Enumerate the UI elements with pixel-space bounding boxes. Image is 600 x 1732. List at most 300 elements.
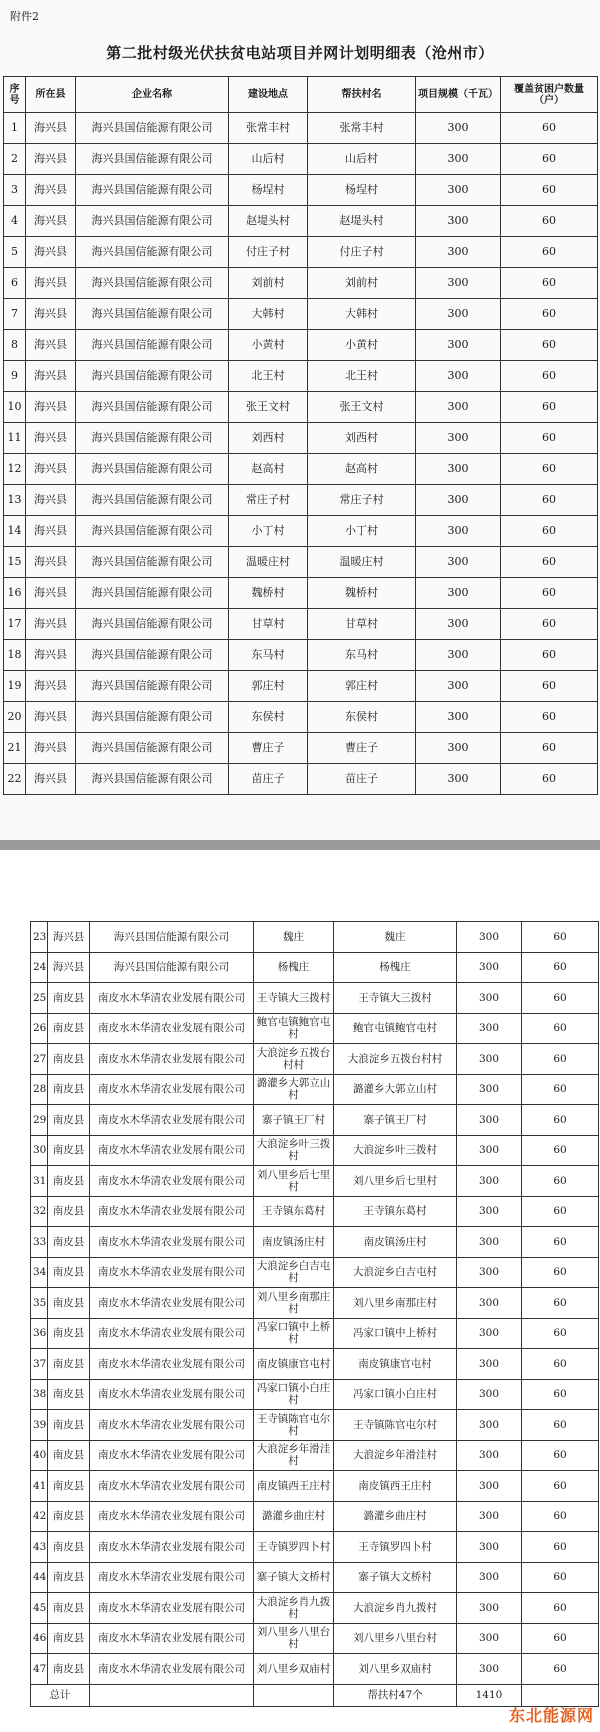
cell-village: 大浪淀乡五拨台村村	[334, 1044, 457, 1075]
cell-site: 赵堤头村	[229, 206, 308, 237]
cell-company: 南皮水木华清农业发展有限公司	[90, 1074, 254, 1105]
cell-village: 刘八里乡南那庄村	[334, 1288, 457, 1319]
cell-capacity: 300	[416, 237, 501, 268]
cell-index: 29	[31, 1105, 48, 1136]
cell-village: 山后村	[308, 144, 416, 175]
table-row	[31, 1105, 599, 1136]
cell-capacity: 300	[457, 1410, 522, 1441]
cell-capacity: 300	[416, 733, 501, 764]
cell-capacity: 300	[457, 1013, 522, 1044]
table-row	[31, 1654, 599, 1685]
cell-capacity: 300	[416, 206, 501, 237]
cell-index: 38	[31, 1379, 48, 1410]
cell-company: 南皮水木华清农业发展有限公司	[90, 1654, 254, 1685]
cell-village: 南皮镇西王庄村	[334, 1471, 457, 1502]
cell-site: 南皮镇康官屯村	[254, 1349, 334, 1380]
cell-capacity: 300	[457, 1501, 522, 1532]
header-index: 序号	[4, 77, 26, 113]
cell-county: 海兴县	[26, 640, 76, 671]
cell-village: 常庄子村	[308, 485, 416, 516]
cell-village: 南皮镇康官屯村	[334, 1349, 457, 1380]
table-row	[31, 1196, 599, 1227]
cell-index: 46	[31, 1623, 48, 1654]
cell-site: 大浪淀乡年滑洼村	[254, 1440, 334, 1471]
cell-village: 杨埕村	[308, 175, 416, 206]
cell-households: 60	[522, 1379, 599, 1410]
cell-company: 南皮水木华清农业发展有限公司	[90, 1196, 254, 1227]
cell-county: 海兴县	[26, 361, 76, 392]
cell-capacity: 300	[416, 392, 501, 423]
table-row	[31, 1349, 599, 1380]
table-row	[4, 733, 598, 764]
table-row	[4, 516, 598, 547]
cell-county: 南皮县	[48, 1440, 90, 1471]
cell-households: 60	[522, 1562, 599, 1593]
cell-site: 大浪淀乡白吉屯村	[254, 1257, 334, 1288]
cell-county: 南皮县	[48, 1257, 90, 1288]
cell-site: 刘八里乡八里台村	[254, 1623, 334, 1654]
plan-table-page-2	[30, 921, 599, 1707]
cell-capacity: 300	[457, 1196, 522, 1227]
cell-index: 8	[4, 330, 26, 361]
cell-capacity: 300	[457, 1471, 522, 1502]
cell-county: 海兴县	[26, 423, 76, 454]
cell-village: 赵堤头村	[308, 206, 416, 237]
table-row	[4, 547, 598, 578]
cell-index: 41	[31, 1471, 48, 1502]
cell-households: 60	[522, 1105, 599, 1136]
cell-index: 12	[4, 454, 26, 485]
cell-site: 潞灌乡曲庄村	[254, 1501, 334, 1532]
cell-index: 39	[31, 1410, 48, 1441]
cell-site: 北王村	[229, 361, 308, 392]
table-row	[31, 1318, 599, 1349]
cell-index: 42	[31, 1501, 48, 1532]
cell-capacity: 300	[416, 671, 501, 702]
cell-county: 海兴县	[26, 206, 76, 237]
cell-households: 60	[501, 454, 598, 485]
cell-company: 南皮水木华清农业发展有限公司	[90, 1166, 254, 1197]
cell-company: 南皮水木华清农业发展有限公司	[90, 1288, 254, 1319]
cell-village: 张王文村	[308, 392, 416, 423]
cell-capacity: 300	[457, 1166, 522, 1197]
cell-households: 60	[501, 547, 598, 578]
cell-households: 60	[501, 237, 598, 268]
page-separator	[0, 840, 600, 850]
cell-company: 海兴县国信能源有限公司	[76, 609, 229, 640]
cell-capacity: 300	[457, 952, 522, 983]
table-row	[4, 144, 598, 175]
cell-county: 海兴县	[26, 578, 76, 609]
cell-company: 南皮水木华清农业发展有限公司	[90, 1410, 254, 1441]
cell-households: 60	[501, 640, 598, 671]
table-row	[31, 1410, 599, 1441]
cell-index: 40	[31, 1440, 48, 1471]
cell-company: 海兴县国信能源有限公司	[76, 392, 229, 423]
cell-county: 海兴县	[26, 485, 76, 516]
cell-company: 海兴县国信能源有限公司	[76, 671, 229, 702]
cell-households: 60	[522, 1501, 599, 1532]
table-row	[31, 1013, 599, 1044]
cell-index: 17	[4, 609, 26, 640]
table-header-row	[4, 77, 598, 113]
cell-company: 南皮水木华清农业发展有限公司	[90, 1379, 254, 1410]
cell-county: 南皮县	[48, 1501, 90, 1532]
cell-village: 东侯村	[308, 702, 416, 733]
cell-village: 刘西村	[308, 423, 416, 454]
cell-county: 海兴县	[26, 175, 76, 206]
cell-index: 23	[31, 922, 48, 953]
cell-company: 海兴县国信能源有限公司	[76, 113, 229, 144]
cell-county: 南皮县	[48, 1349, 90, 1380]
cell-households: 60	[522, 1410, 599, 1441]
cell-site: 刘前村	[229, 268, 308, 299]
cell-index: 16	[4, 578, 26, 609]
cell-capacity: 300	[416, 361, 501, 392]
cell-site: 温暖庄村	[229, 547, 308, 578]
cell-company: 海兴县国信能源有限公司	[76, 299, 229, 330]
cell-site: 王寺镇东葛村	[254, 1196, 334, 1227]
total-empty	[90, 1684, 254, 1706]
cell-county: 南皮县	[48, 1623, 90, 1654]
total-empty	[254, 1684, 334, 1706]
page-gap	[0, 850, 600, 910]
cell-index: 4	[4, 206, 26, 237]
cell-village: 王寺镇东葛村	[334, 1196, 457, 1227]
cell-company: 南皮水木华清农业发展有限公司	[90, 1440, 254, 1471]
cell-households: 60	[501, 330, 598, 361]
cell-households: 60	[522, 983, 599, 1014]
cell-capacity: 300	[457, 1074, 522, 1105]
cell-index: 47	[31, 1654, 48, 1685]
cell-capacity: 300	[457, 1257, 522, 1288]
cell-county: 南皮县	[48, 1471, 90, 1502]
cell-households: 60	[522, 1471, 599, 1502]
cell-index: 10	[4, 392, 26, 423]
cell-company: 海兴县国信能源有限公司	[76, 454, 229, 485]
cell-capacity: 300	[457, 1593, 522, 1624]
cell-site: 曹庄子	[229, 733, 308, 764]
table-row	[31, 1501, 599, 1532]
cell-site: 王寺镇陈官屯尔村	[254, 1410, 334, 1441]
table-row	[31, 1532, 599, 1563]
cell-village: 北王村	[308, 361, 416, 392]
cell-county: 海兴县	[26, 547, 76, 578]
cell-index: 27	[31, 1044, 48, 1075]
table-row	[4, 640, 598, 671]
table-row	[4, 237, 598, 268]
cell-village: 南皮镇汤庄村	[334, 1227, 457, 1258]
cell-company: 海兴县国信能源有限公司	[76, 330, 229, 361]
cell-site: 南皮镇西王庄村	[254, 1471, 334, 1502]
cell-households: 60	[522, 1044, 599, 1075]
cell-county: 海兴县	[26, 733, 76, 764]
cell-site: 张王文村	[229, 392, 308, 423]
table-row	[31, 1044, 599, 1075]
table-row	[4, 423, 598, 454]
cell-households: 60	[522, 1440, 599, 1471]
cell-county: 南皮县	[48, 1318, 90, 1349]
cell-company: 南皮水木华清农业发展有限公司	[90, 1044, 254, 1075]
cell-site: 张常丰村	[229, 113, 308, 144]
cell-index: 22	[4, 764, 26, 795]
cell-company: 海兴县国信能源有限公司	[76, 733, 229, 764]
cell-company: 南皮水木华清农业发展有限公司	[90, 1013, 254, 1044]
cell-county: 南皮县	[48, 1532, 90, 1563]
table-row	[4, 609, 598, 640]
watermark-logo: 东北能源网	[508, 1706, 594, 1725]
table-row	[31, 1562, 599, 1593]
cell-village: 王寺镇大三拨村	[334, 983, 457, 1014]
cell-index: 35	[31, 1288, 48, 1319]
cell-site: 大浪淀乡五拨台村村	[254, 1044, 334, 1075]
cell-capacity: 300	[457, 1532, 522, 1563]
cell-county: 海兴县	[26, 609, 76, 640]
table-row	[4, 361, 598, 392]
cell-village: 大浪淀乡肖九拨村	[334, 1593, 457, 1624]
table-row	[31, 1166, 599, 1197]
cell-capacity: 300	[416, 702, 501, 733]
cell-households: 60	[522, 1013, 599, 1044]
cell-site: 潞灌乡大郭立山村	[254, 1074, 334, 1105]
cell-county: 南皮县	[48, 983, 90, 1014]
cell-capacity: 300	[457, 1044, 522, 1075]
cell-site: 付庄子村	[229, 237, 308, 268]
cell-site: 杨埕村	[229, 175, 308, 206]
cell-capacity: 300	[457, 1105, 522, 1136]
cell-site: 苗庄子	[229, 764, 308, 795]
cell-capacity: 300	[457, 1562, 522, 1593]
cell-company: 海兴县国信能源有限公司	[76, 268, 229, 299]
cell-households: 60	[501, 392, 598, 423]
table-row	[4, 454, 598, 485]
cell-village: 大浪淀乡白吉屯村	[334, 1257, 457, 1288]
cell-capacity: 300	[416, 330, 501, 361]
attachment-label: 附件2	[10, 10, 39, 23]
cell-capacity: 300	[416, 485, 501, 516]
cell-capacity: 300	[457, 1318, 522, 1349]
cell-site: 大浪淀乡肖九拨村	[254, 1593, 334, 1624]
cell-index: 34	[31, 1257, 48, 1288]
cell-county: 海兴县	[26, 144, 76, 175]
cell-index: 36	[31, 1318, 48, 1349]
cell-households: 60	[501, 733, 598, 764]
table-row	[31, 1074, 599, 1105]
cell-company: 海兴县国信能源有限公司	[76, 516, 229, 547]
cell-village: 郭庄村	[308, 671, 416, 702]
cell-county: 海兴县	[26, 516, 76, 547]
table-row	[4, 702, 598, 733]
cell-village: 张常丰村	[308, 113, 416, 144]
cell-households: 60	[522, 1166, 599, 1197]
cell-capacity: 300	[457, 1349, 522, 1380]
cell-county: 南皮县	[48, 1196, 90, 1227]
table-row	[31, 1227, 599, 1258]
cell-company: 海兴县国信能源有限公司	[76, 206, 229, 237]
cell-capacity: 300	[457, 1288, 522, 1319]
cell-county: 南皮县	[48, 1379, 90, 1410]
cell-households: 60	[501, 175, 598, 206]
header-site: 建设地点	[229, 77, 308, 113]
cell-village: 寨子镇王厂村	[334, 1105, 457, 1136]
cell-capacity: 300	[416, 175, 501, 206]
cell-village: 潞灌乡大郭立山村	[334, 1074, 457, 1105]
table-row	[4, 175, 598, 206]
cell-company: 南皮水木华清农业发展有限公司	[90, 1318, 254, 1349]
cell-index: 25	[31, 983, 48, 1014]
cell-company: 海兴县国信能源有限公司	[76, 175, 229, 206]
cell-village: 魏庄	[334, 922, 457, 953]
header-county: 所在县	[26, 77, 76, 113]
cell-county: 海兴县	[26, 330, 76, 361]
cell-village: 大韩村	[308, 299, 416, 330]
cell-company: 海兴县国信能源有限公司	[76, 764, 229, 795]
cell-households: 60	[501, 423, 598, 454]
cell-index: 33	[31, 1227, 48, 1258]
cell-county: 海兴县	[26, 299, 76, 330]
cell-index: 44	[31, 1562, 48, 1593]
plan-table-page-1	[3, 76, 598, 795]
cell-county: 南皮县	[48, 1166, 90, 1197]
cell-site: 魏庄	[254, 922, 334, 953]
cell-capacity: 300	[416, 578, 501, 609]
cell-company: 南皮水木华清农业发展有限公司	[90, 1227, 254, 1258]
table-row	[4, 299, 598, 330]
cell-site: 鲍官屯镇鲍官屯村	[254, 1013, 334, 1044]
cell-company: 南皮水木华清农业发展有限公司	[90, 1349, 254, 1380]
cell-households: 60	[522, 1074, 599, 1105]
cell-company: 海兴县国信能源有限公司	[76, 485, 229, 516]
cell-county: 南皮县	[48, 1105, 90, 1136]
cell-company: 海兴县国信能源有限公司	[90, 922, 254, 953]
cell-households: 60	[522, 1257, 599, 1288]
cell-households: 60	[501, 361, 598, 392]
cell-index: 24	[31, 952, 48, 983]
header-village: 帮扶村名	[308, 77, 416, 113]
cell-village: 潞灌乡曲庄村	[334, 1501, 457, 1532]
cell-site: 东马村	[229, 640, 308, 671]
header-capacity: 项目规模（千瓦）	[416, 77, 501, 113]
cell-county: 南皮县	[48, 1288, 90, 1319]
cell-village: 小黄村	[308, 330, 416, 361]
total-label: 总计	[31, 1684, 90, 1706]
cell-site: 赵高村	[229, 454, 308, 485]
cell-households: 60	[501, 206, 598, 237]
cell-index: 43	[31, 1532, 48, 1563]
cell-village: 刘前村	[308, 268, 416, 299]
cell-site: 小黄村	[229, 330, 308, 361]
cell-capacity: 300	[457, 1135, 522, 1166]
cell-households: 60	[501, 578, 598, 609]
cell-county: 南皮县	[48, 1013, 90, 1044]
cell-county: 海兴县	[26, 237, 76, 268]
cell-index: 21	[4, 733, 26, 764]
cell-village: 大浪淀乡年滑洼村	[334, 1440, 457, 1471]
cell-households: 60	[522, 1593, 599, 1624]
cell-index: 15	[4, 547, 26, 578]
cell-village: 苗庄子	[308, 764, 416, 795]
cell-site: 常庄子村	[229, 485, 308, 516]
table-row	[31, 1440, 599, 1471]
cell-index: 13	[4, 485, 26, 516]
cell-company: 海兴县国信能源有限公司	[76, 547, 229, 578]
cell-households: 60	[522, 1227, 599, 1258]
cell-county: 南皮县	[48, 1227, 90, 1258]
cell-county: 海兴县	[26, 454, 76, 485]
cell-index: 26	[31, 1013, 48, 1044]
cell-company: 南皮水木华清农业发展有限公司	[90, 1623, 254, 1654]
cell-village: 杨槐庄	[334, 952, 457, 983]
cell-county: 海兴县	[26, 702, 76, 733]
cell-site: 魏桥村	[229, 578, 308, 609]
cell-index: 20	[4, 702, 26, 733]
cell-village: 甘草村	[308, 609, 416, 640]
cell-households: 60	[501, 671, 598, 702]
cell-households: 60	[522, 1288, 599, 1319]
cell-village: 鲍官屯镇鲍官屯村	[334, 1013, 457, 1044]
cell-site: 东侯村	[229, 702, 308, 733]
cell-company: 南皮水木华清农业发展有限公司	[90, 1562, 254, 1593]
table-row	[4, 206, 598, 237]
cell-county: 南皮县	[48, 1074, 90, 1105]
cell-capacity: 300	[416, 764, 501, 795]
cell-capacity: 300	[457, 1440, 522, 1471]
total-capacity: 1410	[457, 1684, 522, 1706]
cell-company: 海兴县国信能源有限公司	[76, 640, 229, 671]
cell-company: 南皮水木华清农业发展有限公司	[90, 983, 254, 1014]
cell-index: 28	[31, 1074, 48, 1105]
cell-capacity: 300	[457, 983, 522, 1014]
cell-site: 郭庄村	[229, 671, 308, 702]
cell-county: 海兴县	[26, 764, 76, 795]
cell-capacity: 300	[416, 299, 501, 330]
cell-county: 海兴县	[26, 392, 76, 423]
cell-index: 6	[4, 268, 26, 299]
cell-site: 大韩村	[229, 299, 308, 330]
cell-index: 1	[4, 113, 26, 144]
cell-site: 大浪淀乡叶三拨村	[254, 1135, 334, 1166]
cell-village: 小丁村	[308, 516, 416, 547]
cell-capacity: 300	[457, 1227, 522, 1258]
cell-company: 南皮水木华清农业发展有限公司	[90, 1471, 254, 1502]
cell-capacity: 300	[457, 922, 522, 953]
table-row	[31, 1471, 599, 1502]
table-row	[4, 330, 598, 361]
cell-site: 王寺镇罗四卜村	[254, 1532, 334, 1563]
cell-company: 南皮水木华清农业发展有限公司	[90, 1135, 254, 1166]
cell-village: 王寺镇罗四卜村	[334, 1532, 457, 1563]
cell-capacity: 300	[416, 268, 501, 299]
cell-county: 海兴县	[26, 671, 76, 702]
cell-index: 9	[4, 361, 26, 392]
cell-capacity: 300	[416, 547, 501, 578]
cell-index: 30	[31, 1135, 48, 1166]
cell-company: 南皮水木华清农业发展有限公司	[90, 1532, 254, 1563]
cell-capacity: 300	[416, 640, 501, 671]
cell-county: 南皮县	[48, 1135, 90, 1166]
cell-site: 寨子镇大文桥村	[254, 1562, 334, 1593]
cell-company: 南皮水木华清农业发展有限公司	[90, 1257, 254, 1288]
table-row	[31, 1135, 599, 1166]
cell-site: 小丁村	[229, 516, 308, 547]
cell-households: 60	[522, 1532, 599, 1563]
document-title: 第二批村级光伏扶贫电站项目并网计划明细表（沧州市）	[106, 44, 494, 62]
cell-county: 南皮县	[48, 1410, 90, 1441]
cell-company: 海兴县国信能源有限公司	[76, 237, 229, 268]
cell-company: 南皮水木华清农业发展有限公司	[90, 1105, 254, 1136]
cell-site: 冯家口镇中上桥村	[254, 1318, 334, 1349]
cell-index: 5	[4, 237, 26, 268]
